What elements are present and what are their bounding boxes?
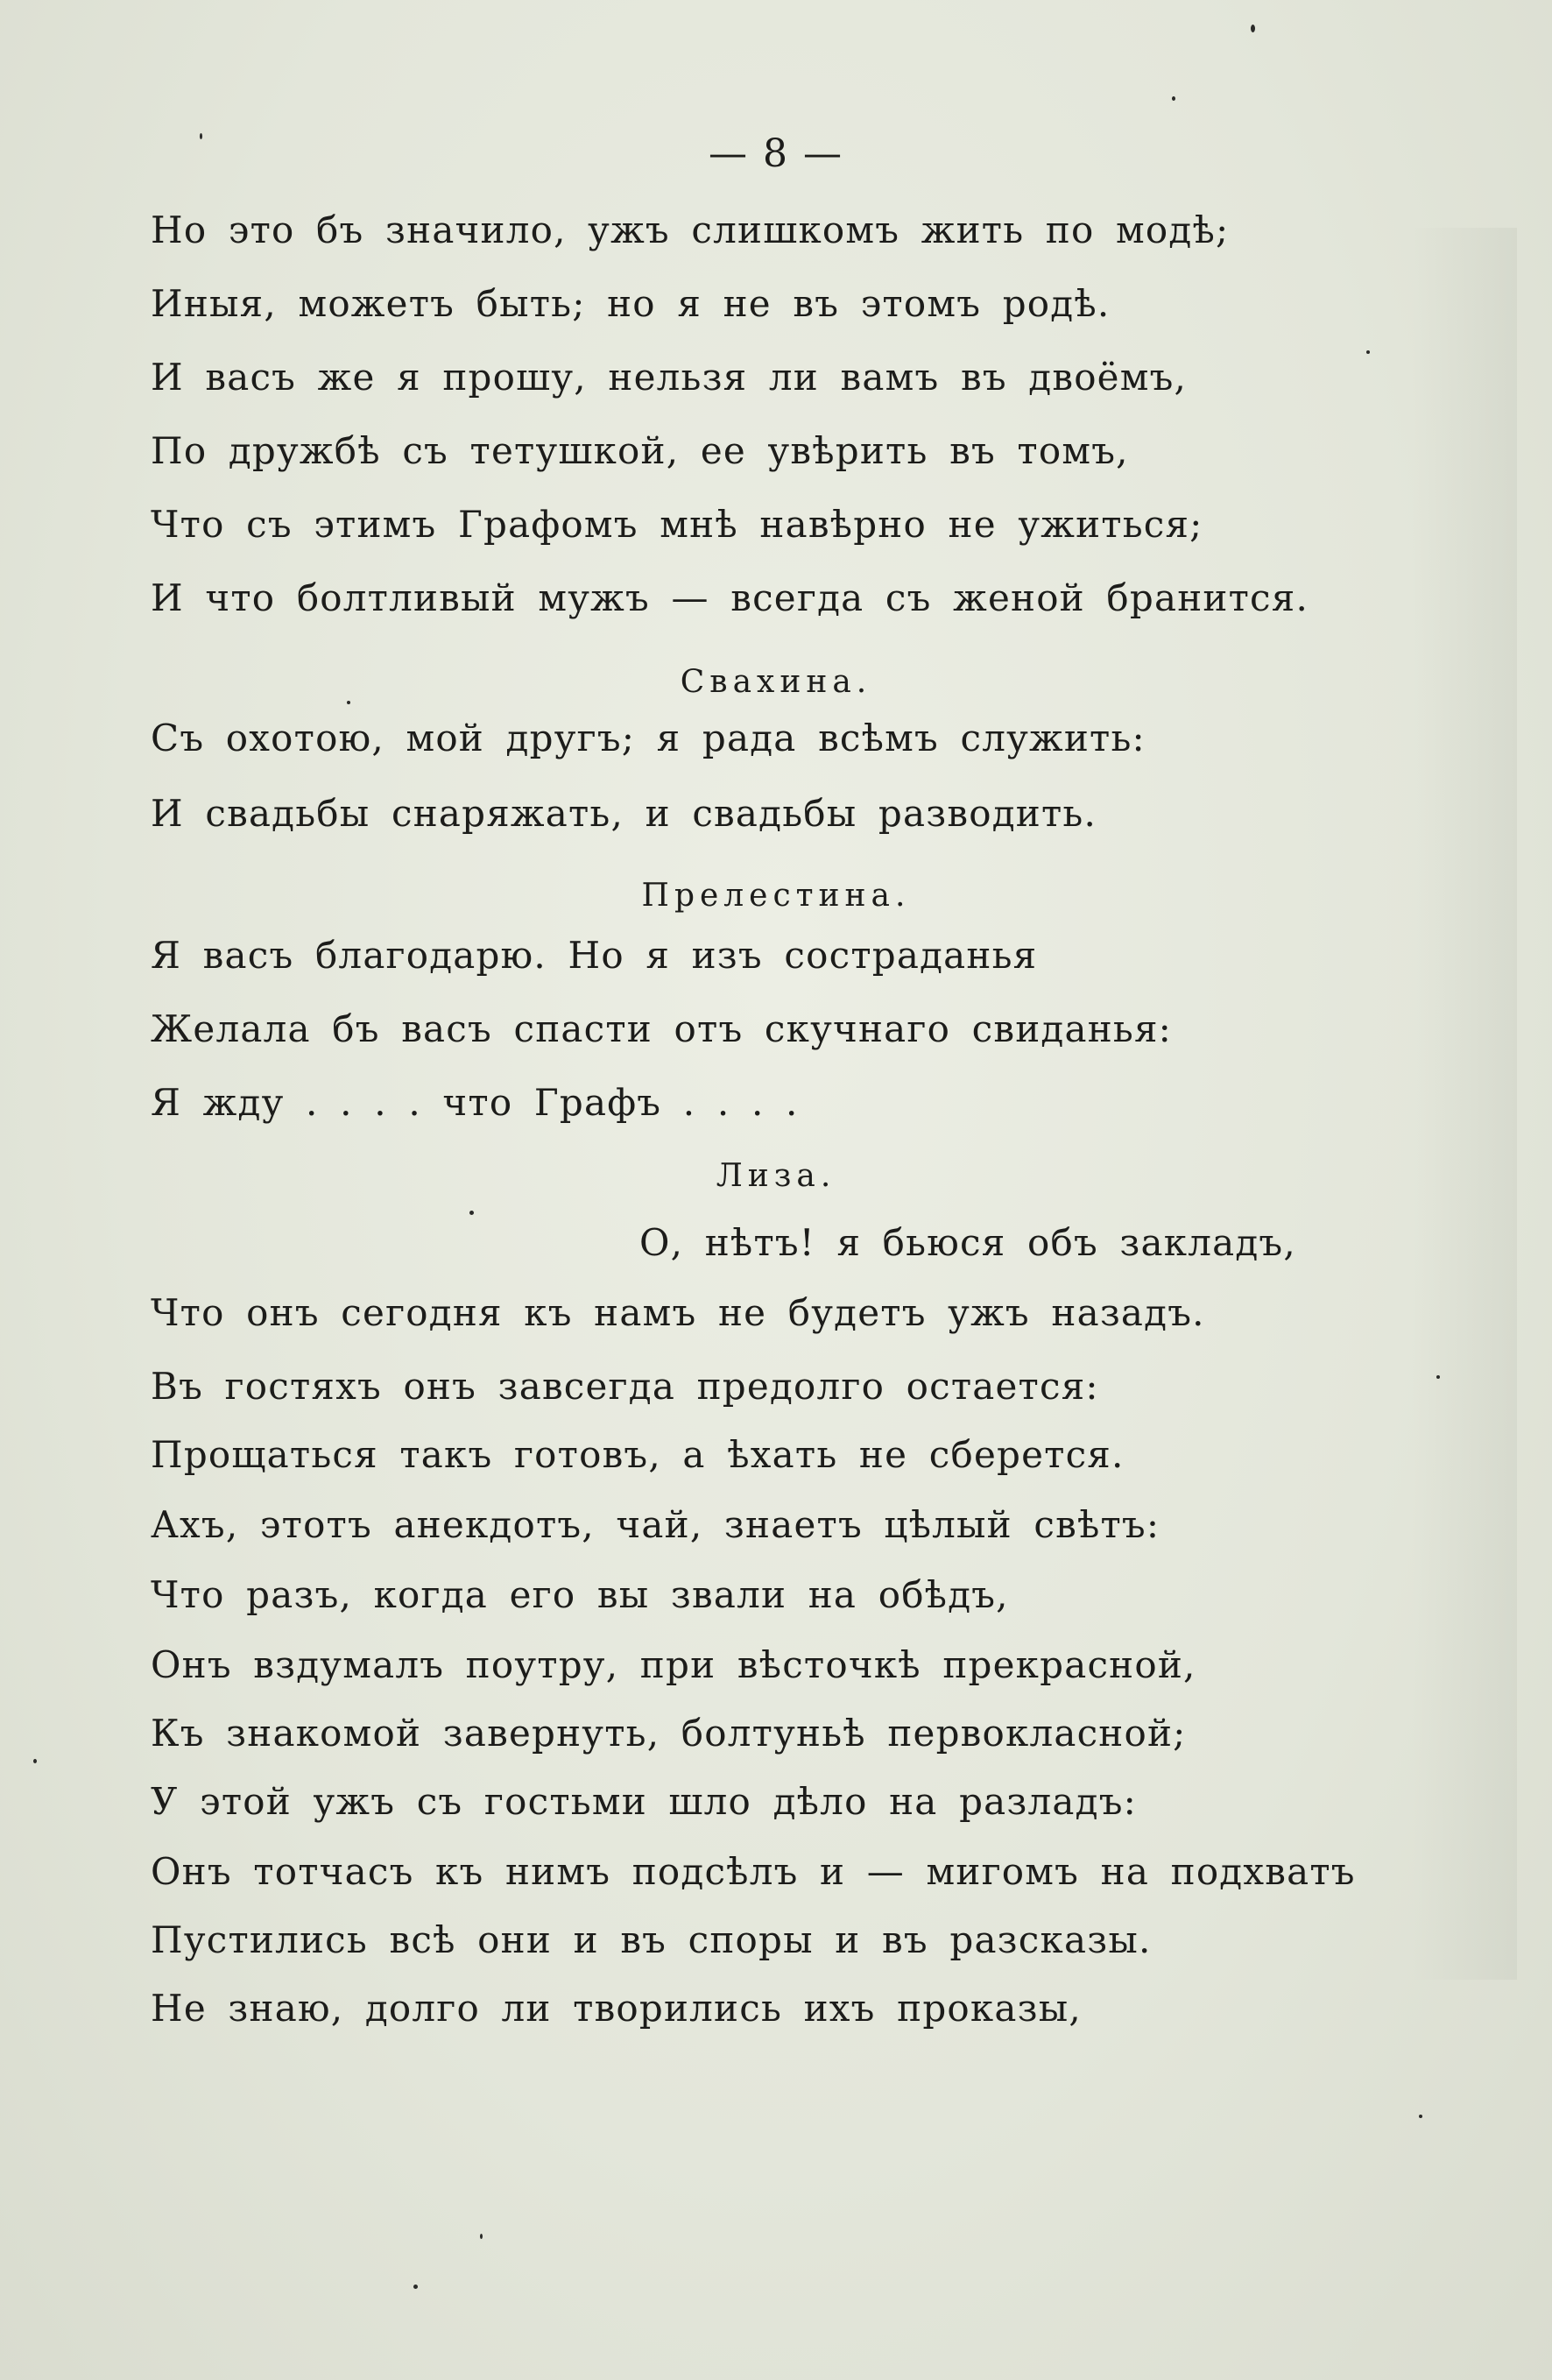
verse-line-14: Въ гостяхъ онъ завсегда предолго остается:	[151, 1365, 1099, 1408]
verse-line-19: Къ знакомой завернуть, болтуньѣ первокласной;	[151, 1712, 1187, 1755]
ink-speck	[413, 2285, 418, 2289]
verse-line-5: Что съ этимъ Графомъ мнѣ навѣрно не ужиться;	[151, 503, 1203, 546]
bleed-through-shadow	[1412, 228, 1517, 1980]
verse-line-1: Но это бъ значило, ужъ слишкомъ жить по модѣ;	[151, 208, 1230, 251]
speaker-svakhina: Свахина.	[680, 664, 872, 700]
ink-speck	[1172, 96, 1175, 101]
ink-speck	[469, 1211, 474, 1215]
verse-line-12: О, нѣтъ! я бьюся объ закладъ,	[639, 1221, 1296, 1264]
verse-line-9: Я васъ благодарю. Но я изъ состраданья	[151, 934, 1038, 977]
ink-speck	[1436, 1375, 1440, 1379]
verse-line-2: Иныя, можетъ быть; но я не въ этомъ родѣ.	[151, 282, 1111, 325]
verse-line-17: Что разъ, когда его вы звали на обѣдъ,	[151, 1573, 1009, 1616]
verse-line-7: Съ охотою, мой другъ; я рада всѣмъ служить:	[151, 717, 1146, 759]
verse-line-20: У этой ужъ съ гостьми шло дѣло на разладъ:	[151, 1780, 1137, 1823]
ink-speck	[200, 133, 202, 139]
page-number: — 8 —	[709, 131, 843, 176]
verse-line-11: Я жду . . . . что Графъ . . . .	[151, 1081, 799, 1124]
ink-speck	[1366, 350, 1370, 354]
verse-line-21: Онъ тотчасъ къ нимъ подсѣлъ и — мигомъ на подхватъ	[151, 1850, 1356, 1893]
ink-speck	[480, 2234, 483, 2239]
verse-line-22: Пустились всѣ они и въ споры и въ разсказы.	[151, 1918, 1152, 1961]
speaker-liza: Лиза.	[716, 1158, 836, 1194]
verse-line-13: Что онъ сегодня къ намъ не будетъ ужъ назадъ.	[151, 1291, 1205, 1334]
ink-speck	[347, 701, 350, 704]
ink-speck	[33, 1759, 37, 1763]
verse-line-18: Онъ вздумалъ поутру, при вѣсточкѣ прекрасной,	[151, 1643, 1196, 1686]
verse-line-6: И что болтливый мужъ — всегда съ женой бранится.	[151, 576, 1309, 619]
verse-line-23: Не знаю, долго ли творились ихъ проказы,	[151, 1987, 1082, 2030]
verse-line-10: Желала бъ васъ спасти отъ скучнаго свиданья:	[151, 1007, 1173, 1050]
verse-line-3: И васъ же я прошу, нельзя ли вамъ въ двоёмъ,	[151, 356, 1188, 399]
ink-speck	[1251, 25, 1255, 32]
ink-speck	[1419, 2115, 1422, 2118]
speaker-prelestina: Прелестина.	[641, 878, 911, 914]
verse-line-8: И свадьбы снаряжать, и свадьбы разводить.	[151, 792, 1097, 835]
verse-line-15: Прощаться такъ готовъ, а ѣхать не сберется.	[151, 1433, 1125, 1476]
verse-line-16: Ахъ, этотъ анекдотъ, чай, знаетъ цѣлый свѣтъ:	[151, 1503, 1160, 1546]
verse-line-4: По дружбѣ съ тетушкой, ее увѣрить въ томъ,	[151, 429, 1129, 472]
